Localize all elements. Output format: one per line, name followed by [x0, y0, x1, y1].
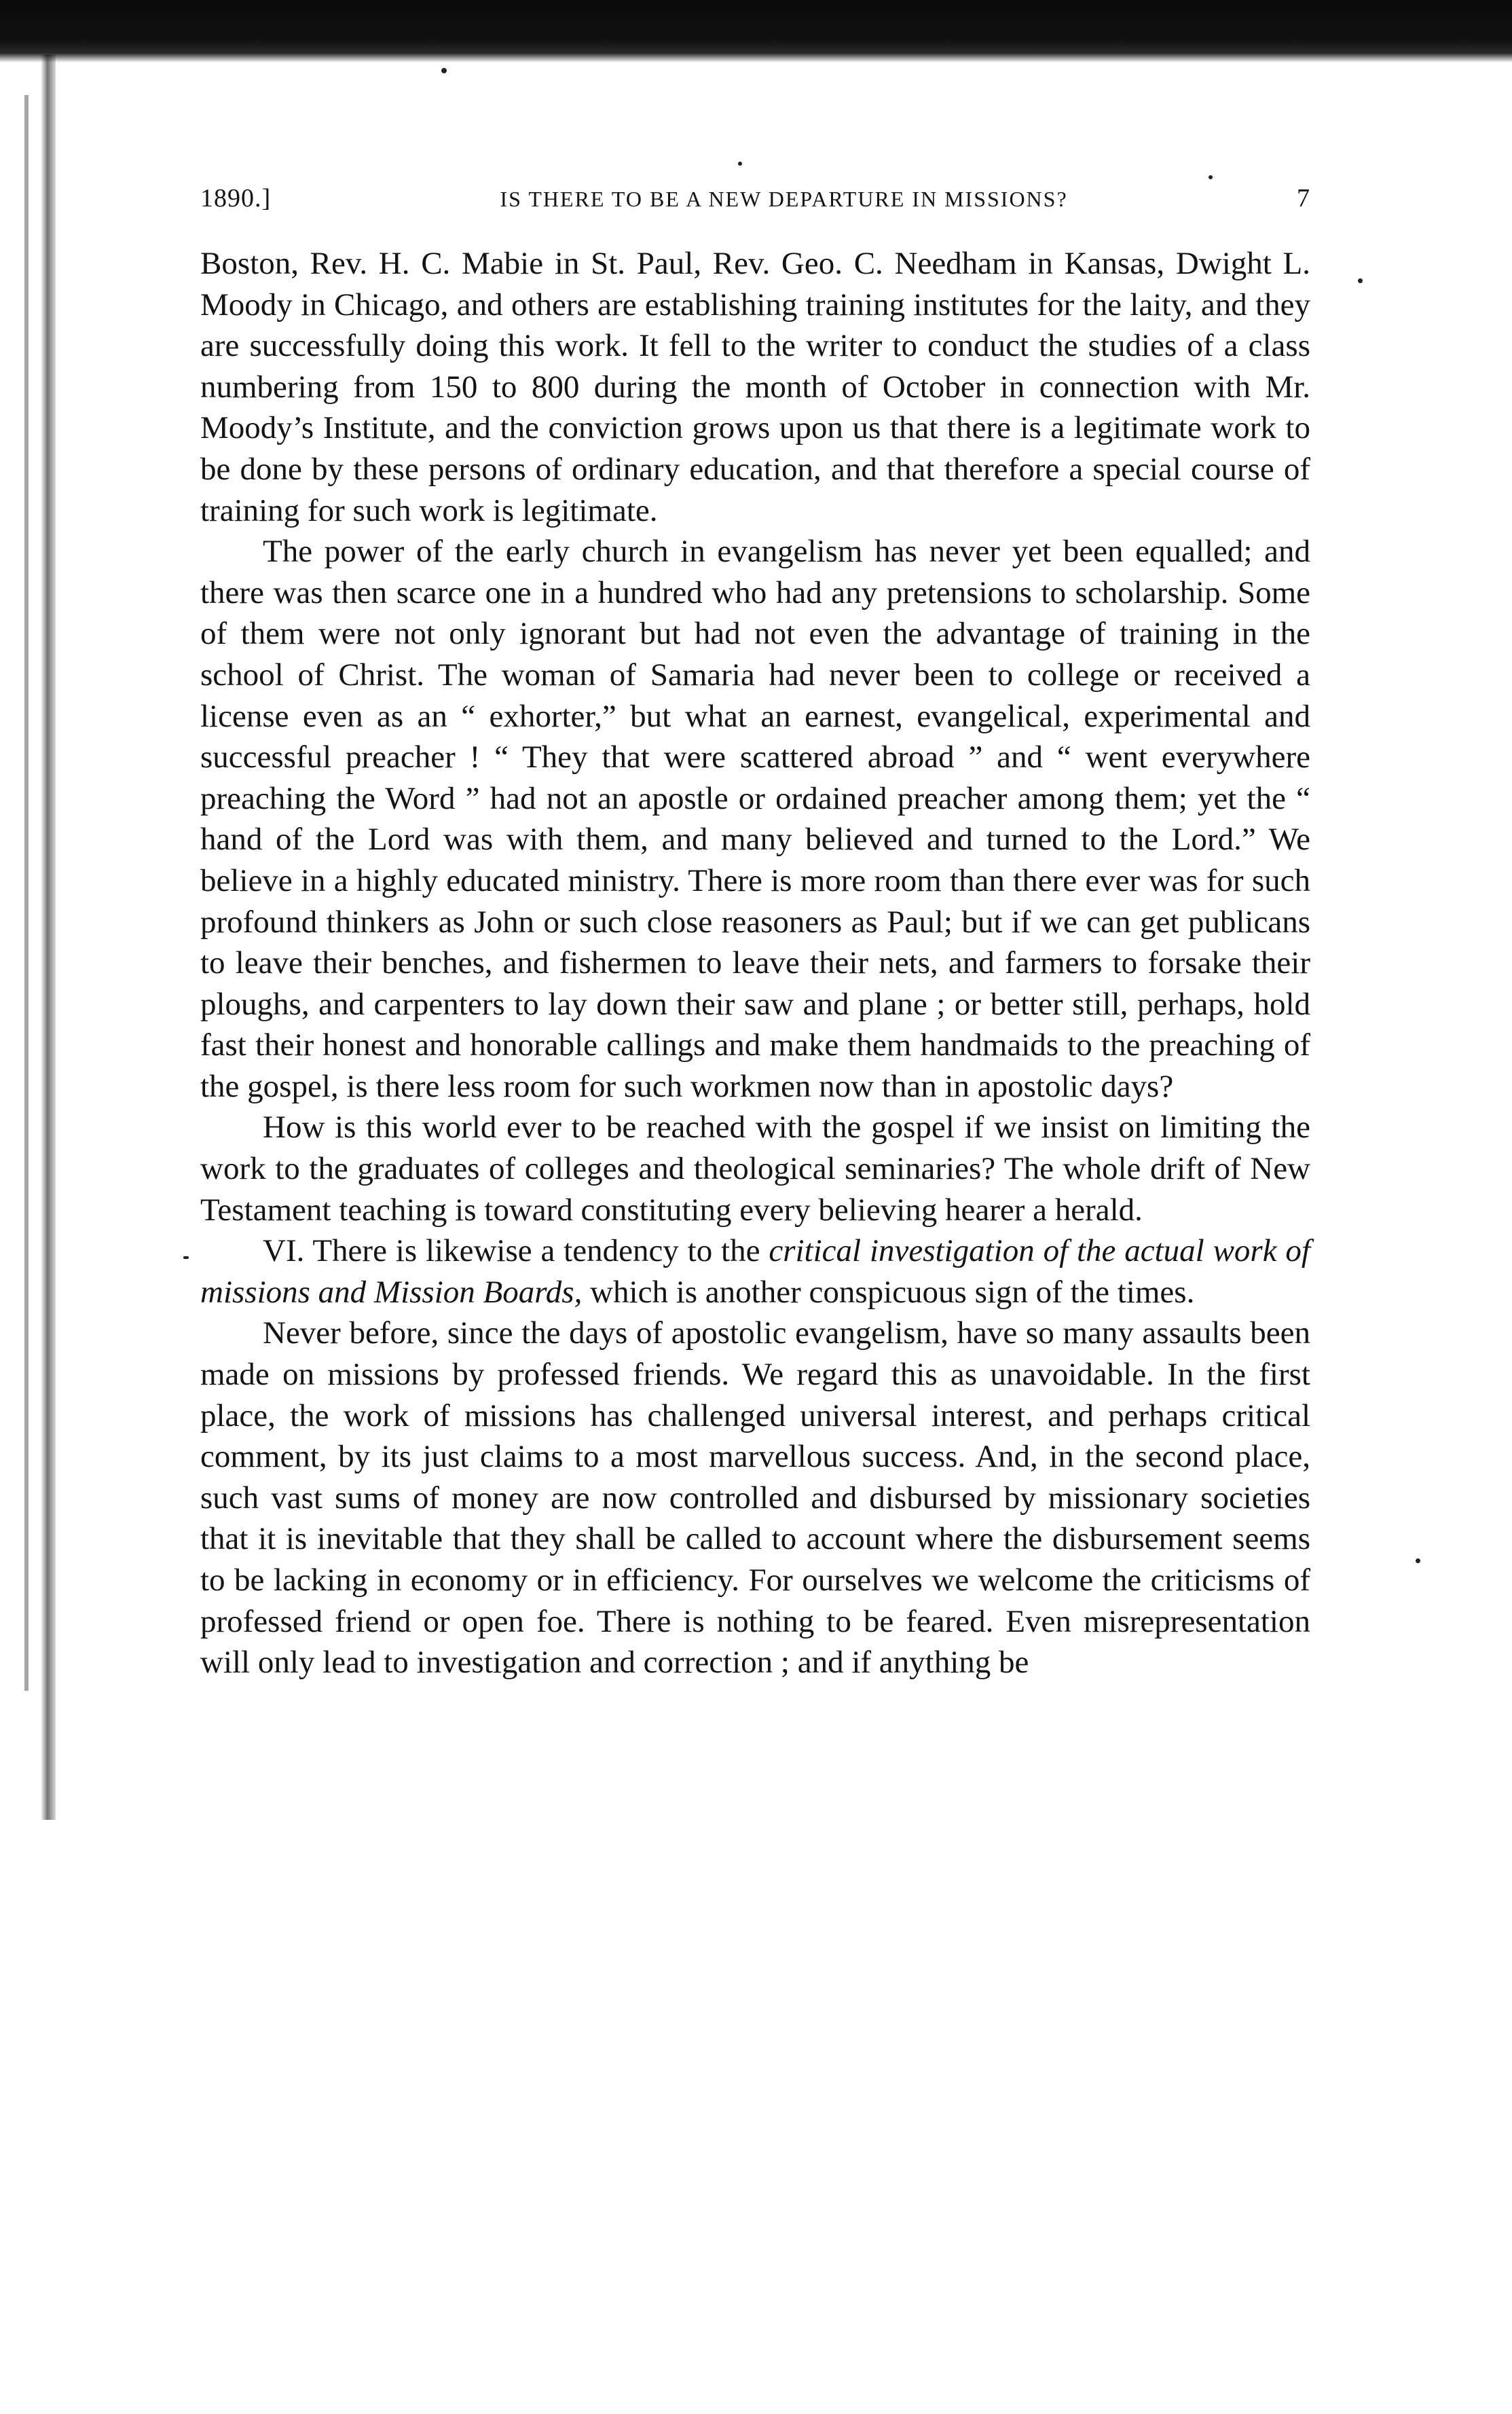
scan-speck	[441, 68, 447, 73]
paragraph-3: How is this world ever to be reached with the gospel if we insist on limiting the work to the graduates of colleges and theological seminaries? The whole drift of New Testament teaching is toward constituting every believing hearer a herald.	[200, 1110, 1310, 1228]
scan-speck	[738, 162, 742, 166]
paragraph-4-lead: VI. There is likewise a tendency to the	[263, 1233, 769, 1269]
body-text	[200, 243, 1310, 1683]
scan-speck	[1416, 1558, 1420, 1563]
scan-speck	[1358, 278, 1363, 283]
running-head-title: IS THERE TO BE A NEW DEPARTURE IN MISSIONS?	[500, 187, 1068, 211]
scan-page-edge	[24, 95, 29, 1691]
paragraph-4-italic: critical investigation of the actual work of missions and Mission Boards,	[200, 1233, 1310, 1310]
scan-binding-shadow	[41, 54, 56, 1820]
running-head-year: 1890.]	[200, 184, 272, 213]
scan-speck	[1209, 175, 1213, 179]
paragraph-2: The power of the early church in evangelism has never yet been equalled; and there was then scarce one in a hundred who had any pretensions to scholarship. Some of them were not only ignorant but had not even the advantage of training in the school of Christ. The woman of Samaria had never been to college or received a license even as an “ exhorter,” but what an earnest, evangelical, experimental and successful preacher ! “ They that were scattered abroad ” and “ went everywhere preaching the Word ” had not an apostle or ordained preacher among them; yet the “ hand of the Lord was with them, and many believed and turned to the Lord.” We believe in a highly educated ministry. There is more room than there ever was for such profound thinkers as John or such close reasoners as Paul; but if we can get publicans to leave their benches, and fishermen to leave their nets, and farmers to forsake their ploughs, and carpenters to lay down their saw and plane ; or better still, perhaps, hold fast their honest and honorable callings and make them handmaids to the preaching of the gospel, is there less room for such workmen now than in apostolic days?	[200, 534, 1310, 1104]
paragraph-4-tail: which is another conspicuous sign of the times.	[582, 1274, 1195, 1310]
running-head	[200, 183, 1310, 231]
page	[200, 183, 1310, 1683]
page-number: 7	[1297, 184, 1310, 213]
paragraph-1: Boston, Rev. H. C. Mabie in St. Paul, Rev. Geo. C. Needham in Kansas, Dwight L. Moody in Chicago, and others are establishing training institutes for the laity, and they are successfully doing this work. It fell to the writer to conduct the studies of a class numbering from 150 to 800 during the month of October in connection with Mr. Moody’s Institute, and the conviction grows upon us that there is a legitimate work to be done by these persons of ordinary education, and that therefore a special course of training for such work is legitimate.	[200, 246, 1310, 528]
scan-speck	[183, 1256, 189, 1259]
paragraph-5: Never before, since the days of apostolic evangelism, have so many assaults been made on missions by professed friends. We regard this as unavoidable. In the first place, the work of missions has challenged universal interest, and perhaps critical comment, by its just claims to a most marvellous success. And, in the second place, such vast sums of money are now controlled and disbursed by missionary societies that it is inevitable that they shall be called to account where the disbursement seems to be lacking in economy or in efficiency. For ourselves we welcome the criticisms of professed friend or open foe. There is nothing to be feared. Even misrepresentation will only lead to investigation and correction ; and if anything be	[200, 1315, 1310, 1681]
paragraph-4	[200, 1230, 1310, 1313]
scan-top-border	[0, 0, 1512, 62]
